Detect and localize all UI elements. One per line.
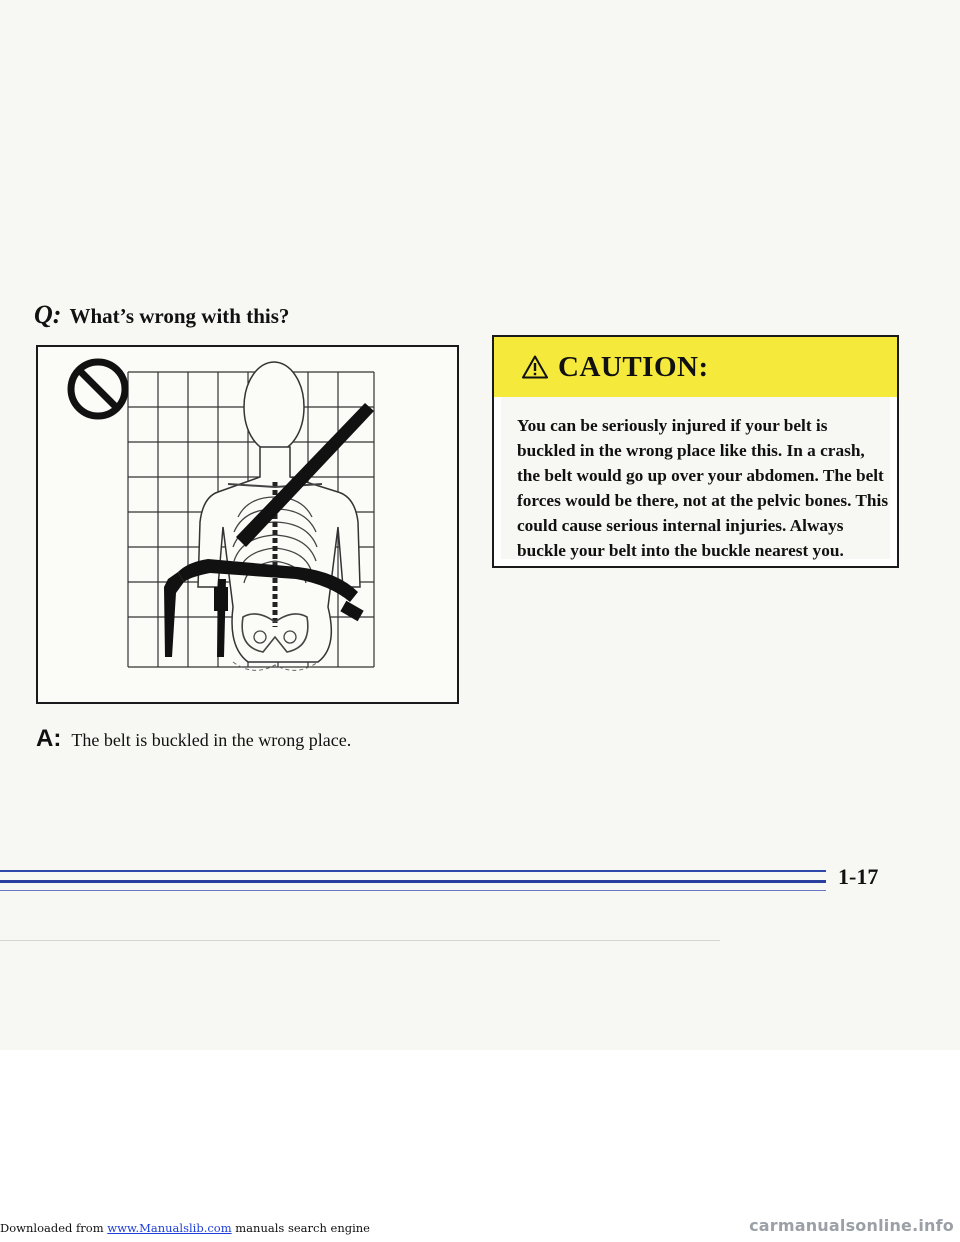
download-prefix: Downloaded from: [0, 1221, 104, 1235]
prohibited-icon: [71, 362, 125, 416]
footer-rule-bottom: [0, 890, 826, 891]
caution-header: [494, 337, 897, 397]
caution-box: [492, 335, 899, 568]
figure-svg: [38, 347, 457, 702]
answer-row: [36, 725, 351, 753]
download-attribution: [0, 1221, 370, 1235]
question-text: What’s wrong with this?: [69, 304, 290, 328]
seat-belt-figure: [36, 345, 459, 704]
site-watermark: carmanualsonline.info: [749, 1216, 954, 1235]
warning-triangle-icon: [522, 355, 548, 379]
question-letter: Q:: [34, 300, 62, 329]
footer-rule-top: [0, 870, 826, 872]
page-number: 1-17: [838, 864, 879, 889]
caution-title: CAUTION:: [558, 350, 709, 383]
scan-line: [0, 940, 720, 941]
answer-letter: A:: [36, 725, 62, 752]
answer-text: The belt is buckled in the wrong place.: [71, 730, 352, 750]
download-suffix: manuals search engine: [235, 1221, 370, 1235]
question-row: [34, 300, 289, 330]
footer-rule-middle: [0, 880, 826, 883]
manualslib-link[interactable]: www.Manualslib.com: [107, 1221, 232, 1235]
caution-text: You can be seriously injured if your belt is buckled in the wrong place like this. In a crash, the belt would go up over your abdomen. The belt forces would be there, not at the pelvic bones. This could cause serious internal injuries. Always buckle your belt into the buckle nearest you.: [501, 397, 890, 559]
